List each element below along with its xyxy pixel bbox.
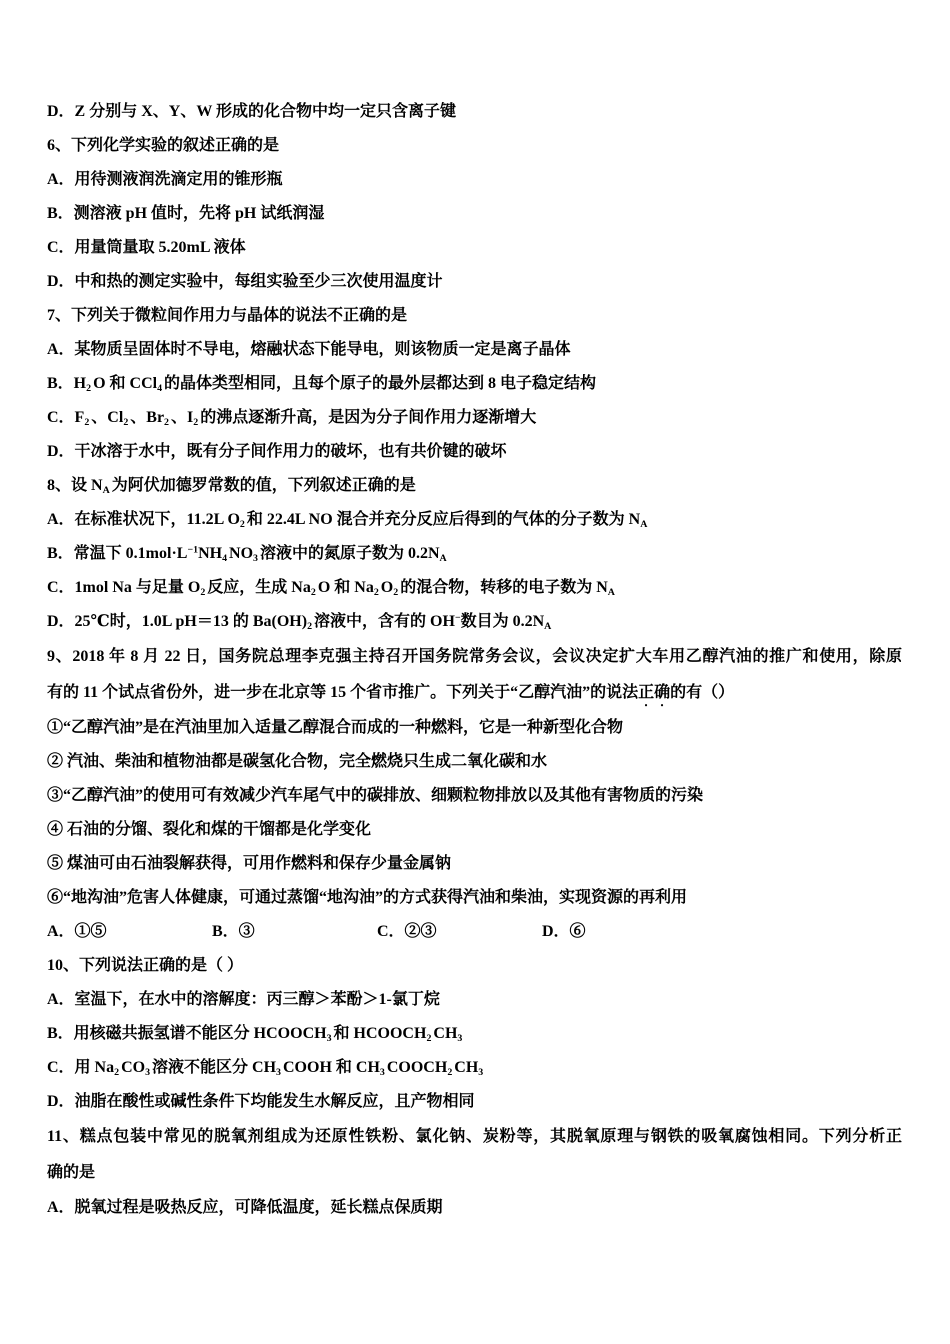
text-run: 、I bbox=[171, 409, 194, 426]
subscript: 3 bbox=[276, 1066, 281, 1078]
answer-option bbox=[47, 231, 902, 265]
statement-line bbox=[47, 881, 902, 915]
question-stem-line bbox=[47, 639, 902, 675]
text-run: 有的 11 个试点省份外，进一步在北京等 15 个省市推广。下列关于“乙醇汽油”的说法 bbox=[47, 684, 639, 701]
text-run: 的晶体类型相同，且每个原子的最外层都达到 8 电子稳定结构 bbox=[164, 375, 597, 392]
answer-option bbox=[47, 435, 902, 469]
statement-line bbox=[47, 813, 902, 847]
subscript: 2 bbox=[426, 1032, 432, 1044]
text-run: D．干冰溶于水中，既有分子间作用力的破坏，也有共价键的破坏 bbox=[47, 443, 507, 460]
subscript: A bbox=[544, 620, 552, 632]
text-run: C．用 Na bbox=[47, 1059, 115, 1076]
text-run: 7、下列关于微粒间作用力与晶体的说法不正确的是 bbox=[47, 307, 408, 324]
text-run: A．某物质呈固体时不导电，熔融状态下能导电，则该物质一定是离子晶体 bbox=[47, 341, 571, 358]
text-run: CO bbox=[121, 1059, 146, 1076]
subscript: 3 bbox=[457, 1032, 463, 1044]
text-run: O bbox=[380, 579, 394, 596]
question-stem-line bbox=[47, 1155, 902, 1191]
text-run: 11、糕点包装中常见的脱氧剂组成为还原性铁粉、氯化钠、炭粉等，其脱氧原理与钢铁的吸氧腐蚀相同。下列分析正 bbox=[47, 1128, 902, 1145]
text-run: ② 汽油、柴油和植物油都是碳氢化合物，完全燃烧只生成二氧化碳和水 bbox=[47, 753, 548, 770]
subscript: A bbox=[439, 552, 447, 564]
text-run: 反应，生成 Na bbox=[207, 579, 311, 596]
statement-line bbox=[47, 779, 902, 813]
statement-line bbox=[47, 847, 902, 881]
text-run: 8、设 N bbox=[47, 477, 103, 494]
subscript: 4 bbox=[222, 552, 228, 564]
subscript: 3 bbox=[478, 1066, 484, 1078]
subscript: 3 bbox=[379, 1066, 385, 1078]
question-stem-line bbox=[47, 1119, 902, 1155]
subscript: 2 bbox=[164, 416, 169, 428]
answer-option bbox=[47, 95, 902, 129]
text-run: 确的是 bbox=[47, 1164, 96, 1181]
subscript: 2 bbox=[86, 382, 92, 394]
answer-option bbox=[47, 605, 902, 639]
text-run: A．脱氧过程是吸热反应，可降低温度，延长糕点保质期 bbox=[47, 1199, 443, 1216]
text-run: A．在标准状况下，11.2L O bbox=[47, 511, 240, 528]
text-run: 溶液不能区分 CH bbox=[152, 1059, 277, 1076]
superscript: − bbox=[454, 612, 461, 624]
subscript: 2 bbox=[114, 1066, 120, 1078]
text-run: 的混合物，转移的电子数为 N bbox=[400, 579, 608, 596]
question-stem bbox=[47, 949, 902, 983]
text-run: 、Br bbox=[130, 409, 165, 426]
answer-option bbox=[47, 401, 902, 435]
text-run: 溶液中的氮原子数为 0.2N bbox=[259, 545, 440, 562]
question-stem bbox=[47, 299, 902, 333]
answer-option bbox=[47, 197, 902, 231]
text-run: 为阿伏加德罗常数的值，下列叙述正确的是 bbox=[111, 477, 416, 494]
text-run: O 和 Na bbox=[317, 579, 374, 596]
subscript: 2 bbox=[84, 416, 90, 428]
text-run: 的有（） bbox=[670, 684, 735, 701]
question-stem bbox=[47, 129, 902, 163]
text-run: ⑥“地沟油”危害人体健康，可通过蒸馏“地沟油”的方式获得汽油和柴油，实现资源的再利用 bbox=[47, 889, 688, 906]
text-run: B．H bbox=[47, 375, 87, 392]
text-run: 10、下列说法正确的是（ ） bbox=[47, 957, 244, 974]
subscript: 3 bbox=[326, 1032, 332, 1044]
choice-option: A．①⑤ bbox=[47, 923, 107, 940]
subscript: 2 bbox=[200, 586, 206, 598]
statement-line bbox=[47, 711, 902, 745]
question-stem bbox=[47, 1119, 902, 1191]
text-run: 6、下列化学实验的叙述正确的是 bbox=[47, 137, 280, 154]
subscript: A bbox=[607, 586, 615, 598]
text-run: ⑤ 煤油可由石油裂解获得，可用作燃料和保存少量金属钠 bbox=[47, 855, 452, 872]
answer-option bbox=[47, 333, 902, 367]
text-run: A．用待测液润洗滴定用的锥形瓶 bbox=[47, 171, 283, 188]
answer-option bbox=[47, 537, 902, 571]
text-run: CH bbox=[454, 1059, 479, 1076]
answer-option bbox=[47, 571, 902, 605]
text-run: D．25℃时，1.0L pH＝13 的 Ba(OH) bbox=[47, 613, 308, 630]
subscript: 2 bbox=[193, 416, 199, 428]
text-run: A．室温下，在水中的溶解度：丙三醇＞苯酚＞1-氯丁烷 bbox=[47, 991, 440, 1008]
text-run: D．油脂在酸性或碱性条件下均能发生水解反应，且产物相同 bbox=[47, 1093, 475, 1110]
subscript: 2 bbox=[123, 416, 129, 428]
text-run: COOH 和 CH bbox=[283, 1059, 380, 1076]
text-run: CH bbox=[433, 1025, 458, 1042]
subscript: 2 bbox=[239, 518, 245, 530]
text-run: ①“乙醇汽油”是在汽油里加入适量乙醇混合而成的一种燃料，它是一种新型化合物 bbox=[47, 719, 624, 736]
text-run: COOCH bbox=[386, 1059, 448, 1076]
subscript: 2 bbox=[373, 586, 379, 598]
choice-option: C．②③ bbox=[377, 923, 437, 940]
text-run: C．F bbox=[47, 409, 85, 426]
subscript: 3 bbox=[145, 1066, 151, 1078]
text-run: NH bbox=[198, 545, 223, 562]
text-run: 溶液中，含有的 OH bbox=[314, 613, 455, 630]
answer-choices bbox=[47, 915, 902, 949]
subscript: 2 bbox=[393, 586, 399, 598]
text-run: B．常温下 0.1mol·L bbox=[47, 545, 188, 562]
text-run: 和 22.4L NO 混合并充分反应后得到的气体的分子数为 N bbox=[246, 511, 641, 528]
text-run: 、Cl bbox=[91, 409, 124, 426]
document-body bbox=[47, 95, 902, 1225]
answer-option bbox=[47, 503, 902, 537]
question-stem bbox=[47, 469, 902, 503]
choice-option: D．⑥ bbox=[542, 923, 586, 940]
choice-option: B．③ bbox=[212, 923, 255, 940]
text-run: B．测溶液 pH 值时，先将 pH 试纸润湿 bbox=[47, 205, 325, 222]
subscript: 4 bbox=[157, 382, 163, 394]
answer-option bbox=[47, 1017, 902, 1051]
text-run: ③“乙醇汽油”的使用可有效减少汽车尾气中的碳排放、细颗粒物排放以及其他有害物质的污染 bbox=[47, 787, 704, 804]
question-stem-line bbox=[47, 675, 902, 711]
text-run: C．用量筒量取 5.20mL 液体 bbox=[47, 239, 246, 256]
subscript: 2 bbox=[310, 586, 316, 598]
text-run: 9、2018 年 8 月 22 日，国务院总理李克强主持召开国务院常务会议，会议决定扩大车用乙醇汽油的推广和使用，除原 bbox=[47, 648, 902, 665]
answer-option bbox=[47, 163, 902, 197]
text-run: 数目为 0.2N bbox=[460, 613, 545, 630]
emphasis-dots-text: 正确 bbox=[638, 684, 671, 701]
answer-option bbox=[47, 1051, 902, 1085]
text-run: NO bbox=[229, 545, 254, 562]
text-run: O 和 CCl bbox=[93, 375, 158, 392]
superscript: −1 bbox=[187, 544, 199, 556]
text-run: 的沸点逐渐升高，是因为分子间作用力逐渐增大 bbox=[200, 409, 537, 426]
text-run: 和 HCOOCH bbox=[333, 1025, 427, 1042]
subscript: 3 bbox=[253, 552, 258, 564]
question-stem bbox=[47, 639, 902, 711]
text-run: C．1mol Na 与足量 O bbox=[47, 579, 201, 596]
subscript: 2 bbox=[307, 620, 313, 632]
subscript: A bbox=[640, 518, 648, 530]
answer-option bbox=[47, 367, 902, 401]
answer-option bbox=[47, 265, 902, 299]
subscript: A bbox=[102, 484, 110, 496]
text-run: D．中和热的测定实验中，每组实验至少三次使用温度计 bbox=[47, 273, 443, 290]
answer-option bbox=[47, 1085, 902, 1119]
answer-option bbox=[47, 983, 902, 1017]
statement-line bbox=[47, 745, 902, 779]
text-run: D．Z 分别与 X、Y、W 形成的化合物中均一定只含离子键 bbox=[47, 103, 457, 120]
text-run: B．用核磁共振氢谱不能区分 HCOOCH bbox=[47, 1025, 327, 1042]
text-run: ④ 石油的分馏、裂化和煤的干馏都是化学变化 bbox=[47, 821, 372, 838]
subscript: 2 bbox=[447, 1066, 453, 1078]
answer-option bbox=[47, 1191, 902, 1225]
